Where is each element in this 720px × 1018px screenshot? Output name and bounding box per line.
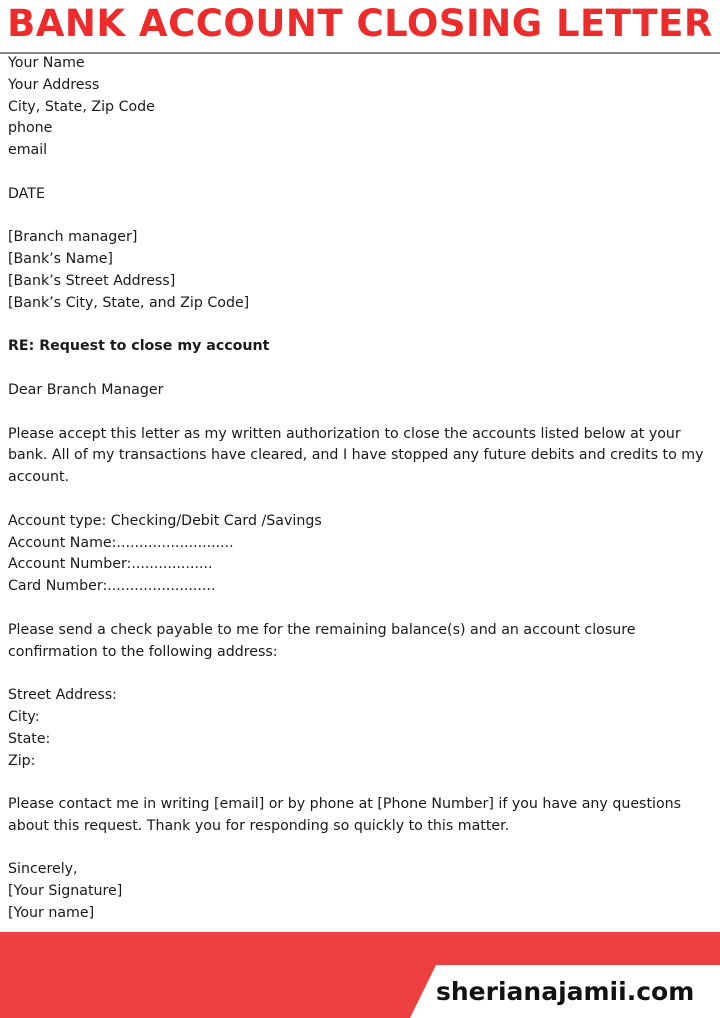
zip-field: Zip: — [8, 752, 36, 769]
salutation: Dear Branch Manager — [8, 381, 164, 398]
sender-name: Your Name — [8, 55, 85, 71]
recipient-city-line: [Bank’s City, State, and Zip Code] — [8, 294, 250, 311]
recipient-street: [Bank’s Street Address] — [8, 272, 176, 289]
recipient-block — [8, 227, 713, 314]
card-number: Card Number:........................ — [8, 578, 216, 595]
sign-off: Sincerely, — [8, 861, 78, 878]
sender-block — [8, 53, 713, 162]
sender-city-line: City, State, Zip Code — [8, 98, 155, 115]
account-type: Account type: Checking/Debit Card /Savings — [8, 512, 322, 529]
recipient-manager: [Branch manager] — [8, 229, 138, 246]
city-field: City: — [8, 708, 40, 725]
account-details — [8, 511, 713, 598]
signature-placeholder: [Your Signature] — [8, 883, 123, 900]
authorization-paragraph: Please accept this letter as my written authorization to close the accounts listed below at your bank. All of my transactions have cleared, and I have stopped any future debits and credits to my account. — [8, 425, 704, 486]
sender-address: Your Address — [8, 76, 100, 93]
street-address-field: Street Address: — [8, 687, 117, 704]
recipient-bank-name: [Bank’s Name] — [8, 251, 113, 268]
mailing-address-fields — [8, 685, 713, 772]
account-number: Account Number:.................. — [8, 556, 213, 573]
closing-block — [8, 859, 713, 924]
sender-email: email — [8, 142, 48, 159]
state-field: State: — [8, 730, 51, 747]
name-placeholder: [Your name] — [8, 905, 95, 922]
site-link[interactable]: sherianajamii.com — [436, 977, 695, 1006]
subject-line: RE: Request to close my account — [8, 338, 270, 355]
page-title: BANK ACCOUNT CLOSING LETTER — [7, 2, 713, 45]
account-name: Account Name:.......................... — [8, 534, 234, 551]
contact-paragraph: Please contact me in writing [email] or by phone at [Phone Number] if you have any questions about this request. Thank you for responding so quickly to this matter. — [8, 796, 682, 834]
letter-body — [8, 53, 713, 925]
check-request-paragraph: Please send a check payable to me for the remaining balance(s) and an account closure confirmation to the following address: — [8, 621, 636, 660]
sender-phone: phone — [8, 120, 53, 137]
letter-date: DATE — [8, 185, 45, 202]
